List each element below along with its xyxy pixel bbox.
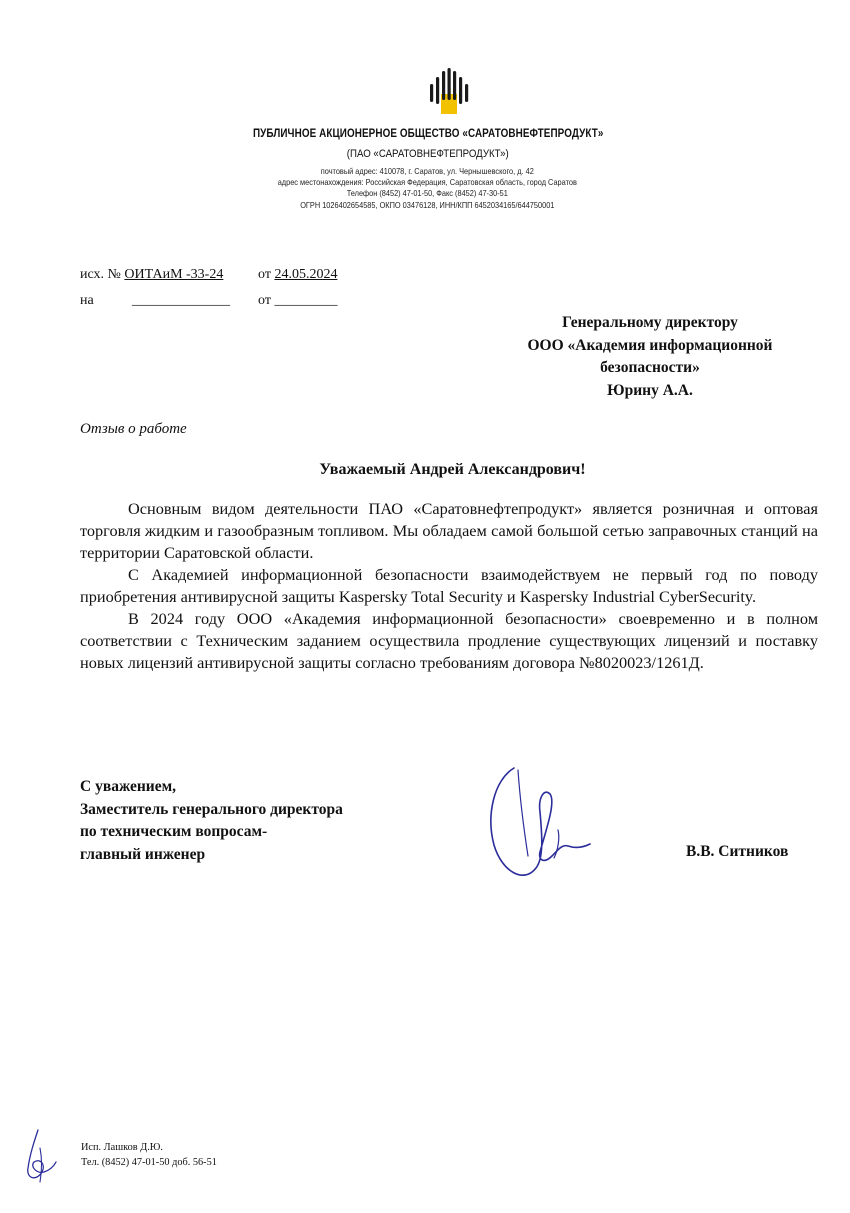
signer-title-line-1: Заместитель генерального директора [80, 800, 343, 818]
signer-title-line-3: главный инженер [80, 845, 206, 863]
letter-body [80, 498, 818, 674]
company-logo-icon [427, 68, 471, 118]
executor-name: Исп. Лашков Д.Ю. [81, 1142, 163, 1153]
addressee-line-1: Генеральному директору [562, 314, 738, 331]
body-paragraph-2: С Академией информационной безопасности взаимодействуем не первый год по поводу приобретения антивирусной защиты Kaspersky Total Security и Kaspersky Industrial CyberSecurity. [80, 565, 818, 606]
out-prefix: исх. № [80, 267, 121, 282]
addressee-line-2: ООО «Академия информационной [527, 336, 773, 354]
letter-subject: Отзыв о работе [80, 421, 187, 437]
in-date-prefix: от [258, 293, 271, 308]
signer-name: В.В. Ситников [686, 843, 789, 860]
registry-codes: ОГРН 1026402654585, ОКПО 03476128, ИНН/КПП 6452034165/644750001 [300, 201, 555, 210]
incoming-date [258, 293, 337, 309]
outgoing-date [258, 267, 337, 283]
handwritten-signature [484, 760, 594, 886]
out-date: 24.05.2024 [274, 267, 338, 282]
signer-title-line-2: по техническим вопросам- [80, 823, 268, 840]
in-date: _________ [274, 293, 338, 308]
incoming-number: ______________ [132, 293, 230, 308]
executor-info [81, 1141, 217, 1170]
body-paragraph-3: В 2024 году ООО «Академия информационной безопасности» своевременно и в полном соответствии с Техническим заданием осуществила продление существующих лицензий и поставку новых лицензий антивирусной защиты согласно требованиям договора №8020023/1261Д. [80, 609, 818, 672]
outgoing-reference [80, 267, 223, 283]
postal-address: почтовый адрес: 410078, г. Саратов, ул. Чернышевского, д. 42 [320, 167, 534, 176]
handwritten-initials [20, 1128, 60, 1184]
location-address: адрес местонахождения: Российская Федерация, Саратовская область, город Саратов [277, 178, 577, 187]
closing-block [80, 776, 343, 866]
body-paragraph-1: Основным видом деятельности ПАО «Саратовнефтепродукт» является розничная и оптовая торговля жидким и газообразным топливом. Мы обладаем самой большой сетью заправочных станций на территории Саратовской области. [80, 499, 818, 562]
addressee-block [490, 312, 810, 402]
out-number: ОИТАиМ -33-24 [124, 267, 224, 282]
phone-fax: Телефон (8452) 47-01-50, Факс (8452) 47-30-51 [346, 189, 508, 198]
out-date-prefix: от [258, 267, 271, 282]
org-name: ПУБЛИЧНОЕ АКЦИОНЕРНОЕ ОБЩЕСТВО «САРАТОВНЕФТЕПРОДУКТ» [252, 128, 604, 140]
executor-phone: Тел. (8452) 47-01-50 доб. 56-51 [81, 1156, 217, 1168]
closing-regards: С уважением, [80, 778, 177, 795]
incoming-prefix: на [80, 293, 94, 308]
addressee-line-3: безопасности» [600, 359, 700, 376]
salutation: Уважаемый Андрей Александрович! [319, 461, 586, 478]
addressee-line-4: Юрину А.А. [607, 381, 693, 399]
org-short-name: (ПАО «САРАТОВНЕФТЕПРОДУКТ») [346, 148, 509, 160]
